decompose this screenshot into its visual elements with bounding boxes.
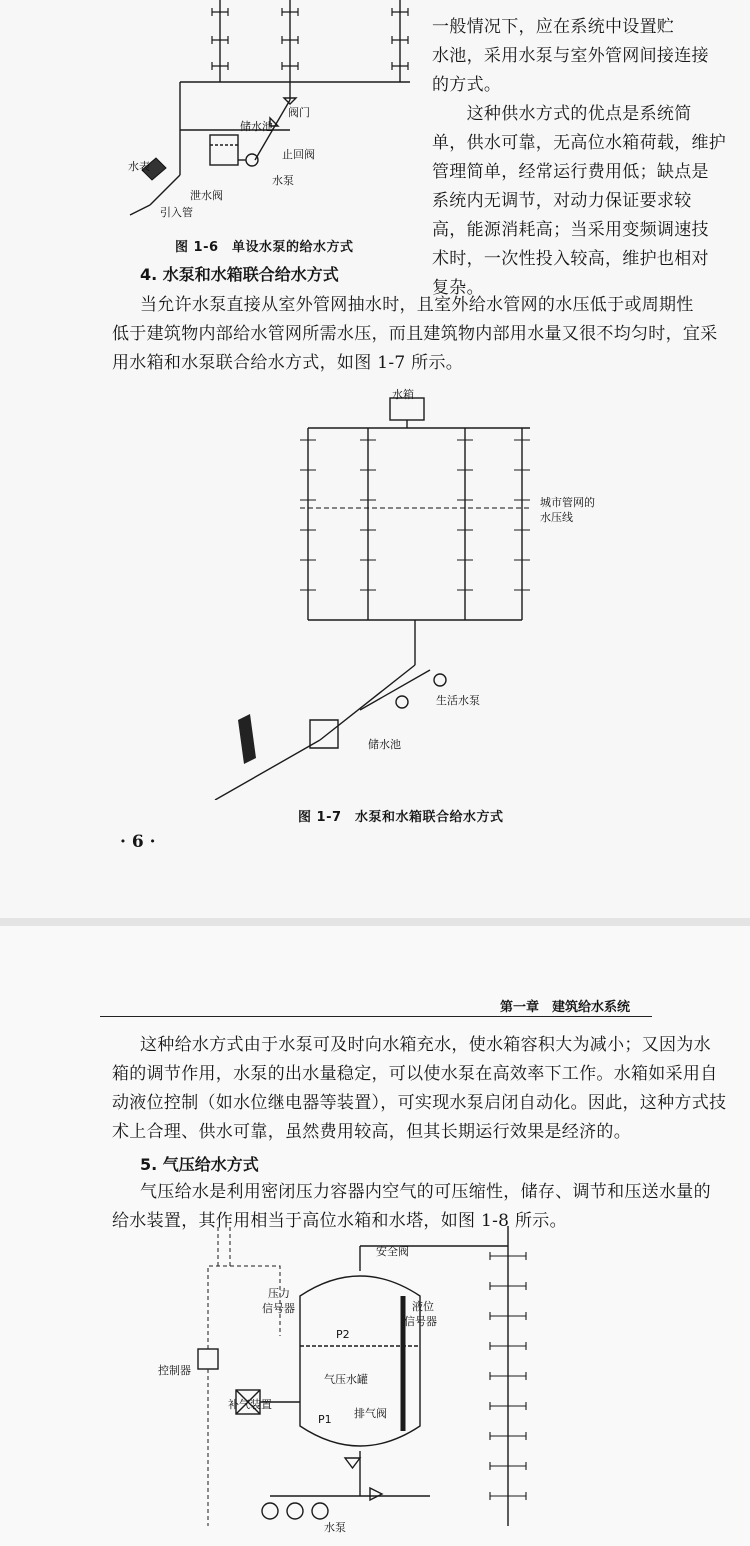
fig16-label-meter: 水表 — [128, 160, 150, 173]
fig16-label-pump: 水泵 — [272, 174, 294, 187]
section-4-line: 当允许水泵直接从室外管网抽水时，且室外给水管网的水压低于或周期性 — [140, 295, 694, 315]
fig18-label-pressure-line2: 信号器 — [262, 1302, 295, 1315]
fig17-label-city-line2: 水压线 — [540, 511, 573, 524]
fig17-label-city-line1: 城市管网的 — [540, 496, 595, 509]
book-page-7 — [0, 926, 750, 1546]
text-line: 一般情况下，应在系统中设置贮 — [432, 17, 675, 37]
fig17-label-pool: 储水池 — [368, 738, 401, 751]
header-rule — [100, 1016, 652, 1017]
text-line: 这种供水方式的优点是系统简 — [432, 104, 692, 124]
fig16-label-drain-valve: 泄水阀 — [190, 189, 223, 202]
section-5-heading: 5. 气压给水方式 — [140, 1155, 259, 1174]
section-4-line: 用水箱和水泵联合给水方式，如图 1-7 所示。 — [112, 353, 464, 373]
fig16-label-valve: 阀门 — [288, 106, 310, 119]
text-line: 复杂。 — [432, 278, 484, 298]
para-line: 箱的调节作用，水泵的出水量稳定，可以使水泵在高效率下工作。水箱如采用自 — [112, 1064, 718, 1084]
fig16-label-inlet: 引入管 — [160, 206, 193, 219]
para-line: 术上合理、供水可靠，虽然费用较高，但其长期运行效果是经济的。 — [112, 1122, 631, 1142]
section-4-heading: 4. 水泵和水箱联合给水方式 — [140, 265, 339, 284]
text-line: 单，供水可靠，无高位水箱荷载，维护 — [432, 133, 727, 153]
text-line: 高，能源消耗高；当采用变频调速技 — [432, 220, 709, 240]
fig16-label-tank: 储水池 — [240, 120, 273, 133]
fig18-label-p2: P2 — [336, 1328, 350, 1341]
text-line: 管理简单，经常运行费用低；缺点是 — [432, 162, 709, 182]
figure-1-6-diagram — [120, 0, 430, 228]
section-4-line: 低于建筑物内部给水管网所需水压，而且建筑物内部用水量又很不均匀时，宜采 — [112, 324, 718, 344]
fig18-label-controller: 控制器 — [158, 1364, 191, 1377]
page-number: · 6 · — [120, 832, 156, 852]
figure-1-7-caption: 图 1-7 水泵和水箱联合给水方式 — [298, 810, 504, 825]
fig18-label-p1: P1 — [318, 1413, 332, 1426]
para-line: 动液位控制（如水位继电器等装置），可实现水泵启闭自动化。因此，这种方式技 — [112, 1093, 727, 1113]
text-line: 的方式。 — [432, 75, 502, 95]
fig18-label-level-line1: 液位 — [412, 1300, 434, 1313]
page-gap — [0, 918, 750, 926]
figure-1-8-diagram — [190, 1226, 570, 1546]
fig17-label-tank: 水箱 — [392, 388, 414, 401]
figure-1-6-caption: 图 1-6 单设水泵的给水方式 — [175, 240, 354, 255]
fig18-label-air-supply: 补气装置 — [228, 1398, 272, 1411]
text-line: 水池，采用水泵与室外管网间接连接 — [432, 46, 709, 66]
fig18-label-level-line2: 信号器 — [404, 1315, 437, 1328]
fig18-label-safety-valve: 安全阀 — [376, 1245, 409, 1258]
section-5-line: 给水装置，其作用相当于高位水箱和水塔，如图 1-8 所示。 — [112, 1211, 567, 1231]
running-header: 第一章 建筑给水系统 — [500, 1000, 631, 1015]
fig18-label-tank: 气压水罐 — [324, 1373, 368, 1386]
section-5-line: 气压给水是利用密闭压力容器内空气的可压缩性，储存、调节和压送水量的 — [140, 1182, 711, 1202]
para-line: 这种给水方式由于水泵可及时向水箱充水，使水箱容积大为减小；又因为水 — [140, 1035, 711, 1055]
fig18-label-pressure-line1: 压力 — [268, 1287, 290, 1300]
text-line: 系统内无调节，对动力保证要求较 — [432, 191, 692, 211]
text-line: 术时，一次性投入较高，维护也相对 — [432, 249, 709, 269]
fig16-label-check-valve: 止回阀 — [282, 148, 315, 161]
fig18-label-pump: 水泵 — [324, 1521, 346, 1534]
fig18-label-vent-valve: 排气阀 — [354, 1407, 387, 1420]
fig17-label-pump: 生活水泵 — [436, 694, 480, 707]
